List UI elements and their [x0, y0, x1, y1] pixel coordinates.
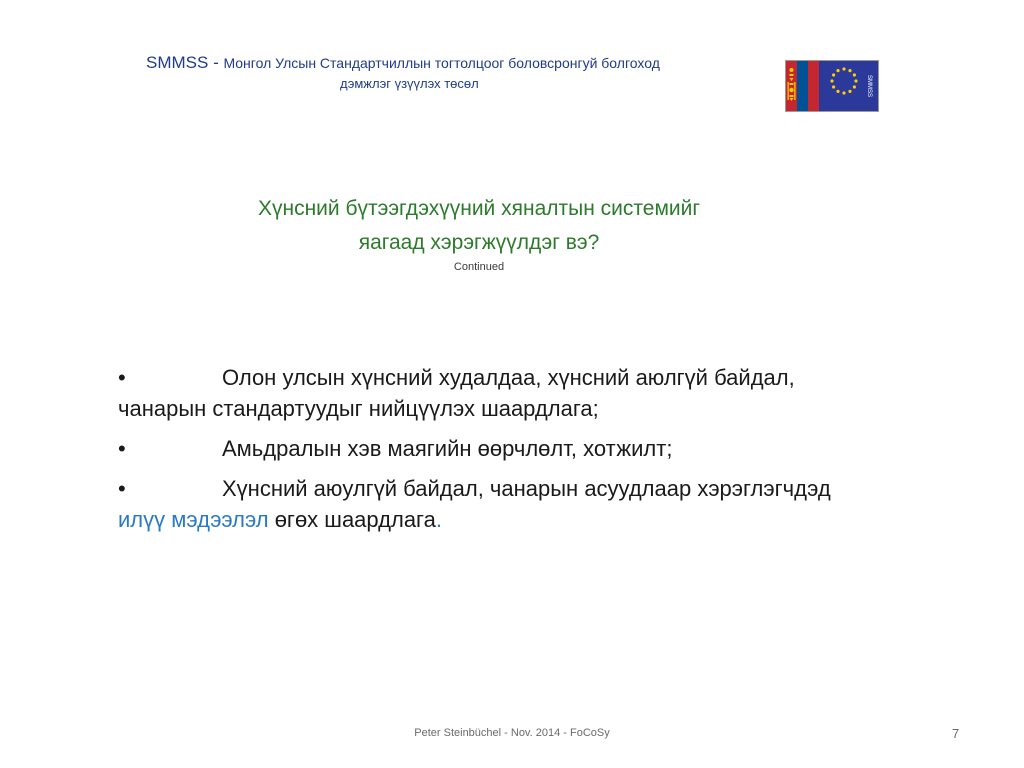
title-separator: -: [208, 53, 224, 72]
bullet-period: .: [435, 507, 442, 532]
slide-title: [0, 192, 958, 274]
bullet-list: [118, 362, 838, 544]
slide-title-line2: яагаад хэрэгжүүлдэг вэ?: [358, 231, 600, 254]
bullet-icon: •: [118, 365, 126, 390]
bullet-item: [118, 362, 838, 424]
footer-credit: Peter Steinbüchel - Nov. 2014 - FoCoSy: [414, 727, 610, 739]
page-number: 7: [952, 726, 960, 741]
logo-text: SMMSS: [866, 74, 872, 98]
mongolia-eu-flag-logo: [785, 60, 879, 112]
bullet-icon: •: [118, 436, 126, 461]
project-title-text: Монгол Улсын Стандартчиллын тогтолцоог боловсронгуй болгоход: [223, 55, 660, 71]
slide-subtitle: Continued: [453, 261, 505, 273]
highlighted-text: илүү мэдээлэл: [118, 507, 269, 532]
bullet-text: Амьдралын хэв маягийн өөрчлөлт, хотжилт;: [222, 436, 673, 461]
bullet-text-end: өгөх шаардлага: [268, 507, 436, 532]
project-acronym: SMMSS: [146, 53, 209, 72]
flag-logo-graphic: [786, 61, 878, 111]
slide-header: [0, 0, 1024, 110]
bullet-item: [118, 473, 838, 535]
slide-title-line1: Хүнсний бүтээгдэхүүний хяналтын системийг: [257, 197, 701, 220]
bullet-text: Хүнсний аюулгүй байдал, чанарын асуудлаар хэрэглэгчдэд: [222, 476, 831, 501]
bullet-item: [118, 433, 838, 464]
bullet-text: Олон улсын хүнсний худалдаа, хүнсний аюлгүй байдал, чанарын стандартуудыг нийцүүлэх шаардлага;: [118, 365, 795, 421]
project-title-line2: дэмжлэг үзүүлэх төсөл: [340, 76, 479, 91]
project-title-line1: [146, 53, 786, 73]
bullet-icon: •: [118, 476, 126, 501]
